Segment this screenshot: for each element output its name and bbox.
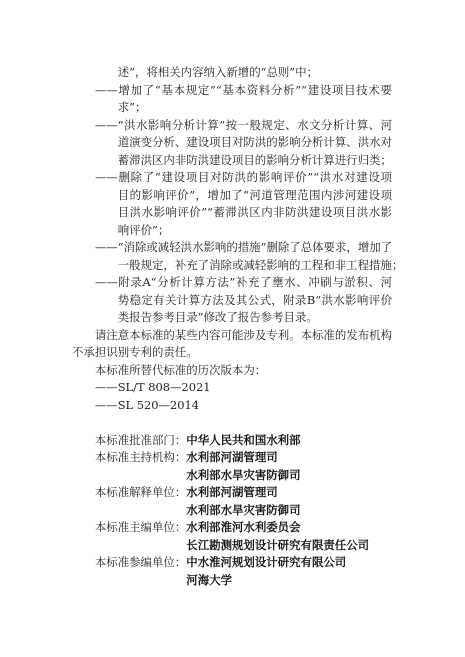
change-item <box>72 82 392 117</box>
approval-info-value: 水利部水旱灾害防御司 <box>186 502 301 517</box>
change-item <box>72 117 392 170</box>
approval-info-row <box>72 502 392 520</box>
approval-info-value: 长江勘测规划设计研究有限责任公司 <box>186 537 370 552</box>
change-item-line: 目洪水影响评价”“蓄滞洪区内非防洪建设项目洪水影 <box>117 205 392 219</box>
change-item-line: ——增加了“基本规定”“基本资料分析”“建设项目技术要 <box>94 82 392 97</box>
change-item <box>72 169 392 239</box>
foreword-carryover-line: 述”，将相关内容纳入新增的“总则”中； <box>117 65 318 79</box>
spacer <box>72 414 392 432</box>
change-item <box>72 239 404 274</box>
change-item-line: ——删除了“建设项目对防洪的影响评价”“洪水对建设项 <box>94 170 392 184</box>
approval-info-row <box>72 432 392 450</box>
approval-info-row <box>72 572 392 590</box>
change-item-line: ——附录A“分析计算方法”补充了壅水、冲刷与淤积、河 <box>94 275 392 289</box>
superseded-version: ——SL/T 808—2021 <box>94 380 211 394</box>
approval-info-label: 本标准批准部门： <box>94 432 187 447</box>
approval-info-label-empty <box>95 537 186 555</box>
approval-info-row <box>72 519 392 537</box>
patent-notice <box>72 327 392 362</box>
change-item-line: 类报告参考目录”修改了报告参考目录。 <box>117 310 318 324</box>
change-item-line: 目的影响评价”，增加了“河道管理范围内涉河建设项 <box>117 187 392 202</box>
approval-info-label: 本标准解释单位： <box>94 485 187 499</box>
change-item-line: ——“洪水影响分析计算”按一般规定、水文分析计算、河 <box>94 117 392 132</box>
patent-notice-line: 不承担识别专利的责任。 <box>72 345 198 359</box>
change-item-line: 道演变分析、建设项目对防洪的影响分析计算、洪水对 <box>117 135 392 149</box>
change-item-line: 蓄滞洪区内非防洪建设项目的影响分析计算进行归类； <box>117 152 392 167</box>
foreword-body <box>72 64 404 589</box>
change-item-line: 求”； <box>117 100 147 114</box>
change-item <box>72 274 392 327</box>
approval-info-label: 本标准参编单位： <box>94 555 187 569</box>
change-item-line: 响评价”； <box>117 222 170 237</box>
approval-info-row <box>72 467 392 485</box>
approval-info-label-empty <box>95 467 186 485</box>
change-item-line: ——“消除或减轻洪水影响的措施”删除了总体要求，增加了 <box>94 240 393 254</box>
superseded-versions-intro: 本标准所替代标准的历次版本为： <box>94 362 267 377</box>
change-item-line: 一般规定，补充了消除或减轻影响的工程和非工程措施； <box>117 257 404 272</box>
approval-info-row <box>72 449 392 467</box>
approval-info-block <box>72 432 392 590</box>
approval-info-label-empty <box>95 572 186 590</box>
approval-info-value: 水利部河湖管理司 <box>186 450 278 464</box>
approval-info-row <box>72 554 392 572</box>
approval-info-label-empty <box>95 502 186 520</box>
approval-info-value: 水利部淮河水利委员会 <box>186 520 301 534</box>
approval-info-value: 水利部水旱灾害防御司 <box>186 467 301 482</box>
superseded-versions <box>72 362 392 415</box>
approval-info-value: 水利部河湖管理司 <box>186 485 278 499</box>
patent-notice-line: 请注意本标准的某些内容可能涉及专利。本标准的发布机构 <box>94 327 392 342</box>
approval-info-value: 中华人民共和国水利部 <box>186 432 301 447</box>
approval-info-label: 本标准主持机构： <box>94 450 187 464</box>
change-item-line: 势稳定有关计算方法及其公式，附录B“洪水影响评价 <box>117 292 392 307</box>
approval-info-value: 中水淮河规划设计研究有限公司 <box>186 555 347 569</box>
approval-info-row <box>72 484 392 502</box>
superseded-version: ——SL 520—2014 <box>94 397 200 412</box>
approval-info-row <box>72 537 392 555</box>
approval-info-value: 河海大学 <box>186 572 232 587</box>
approval-info-label: 本标准主编单位： <box>94 520 187 534</box>
